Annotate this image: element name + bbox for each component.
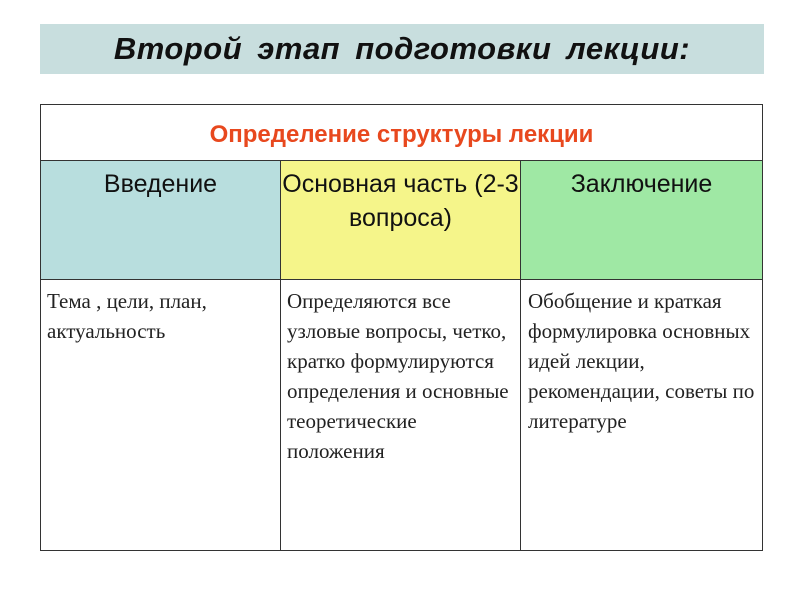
lecture-structure-table: [40, 104, 763, 551]
header-conclusion: Заключение: [570, 170, 713, 198]
cell-main-part-text: Определяются все узловые вопросы, четко, кратко формулируются определения и основные теоретические положения: [287, 289, 509, 463]
header-cell-introduction: [41, 161, 281, 280]
slide-title-bar: [40, 24, 764, 74]
table-row: [41, 280, 763, 551]
table-cell-conclusion: [521, 280, 763, 551]
cell-introduction-text: Тема , цели, план, актуальность: [47, 289, 207, 343]
header-introduction: Введение: [103, 170, 218, 198]
table-header-row: [41, 161, 763, 280]
header-main-part: Основная часть (2-3 вопроса): [282, 170, 519, 232]
header-cell-main-part: [281, 161, 521, 280]
cell-conclusion-text: Обобщение и краткая формулировка основных идей лекции, рекомендации, советы по литературе: [528, 289, 755, 433]
table-caption-cell: [41, 105, 763, 161]
table-cell-main-part: [281, 280, 521, 551]
table-cell-introduction: [41, 280, 281, 551]
table-caption-row: [41, 105, 763, 161]
table-caption: Определение структуры лекции: [209, 120, 594, 148]
slide-title: Второй этап подготовки лекции:: [113, 31, 691, 66]
header-cell-conclusion: [521, 161, 763, 280]
